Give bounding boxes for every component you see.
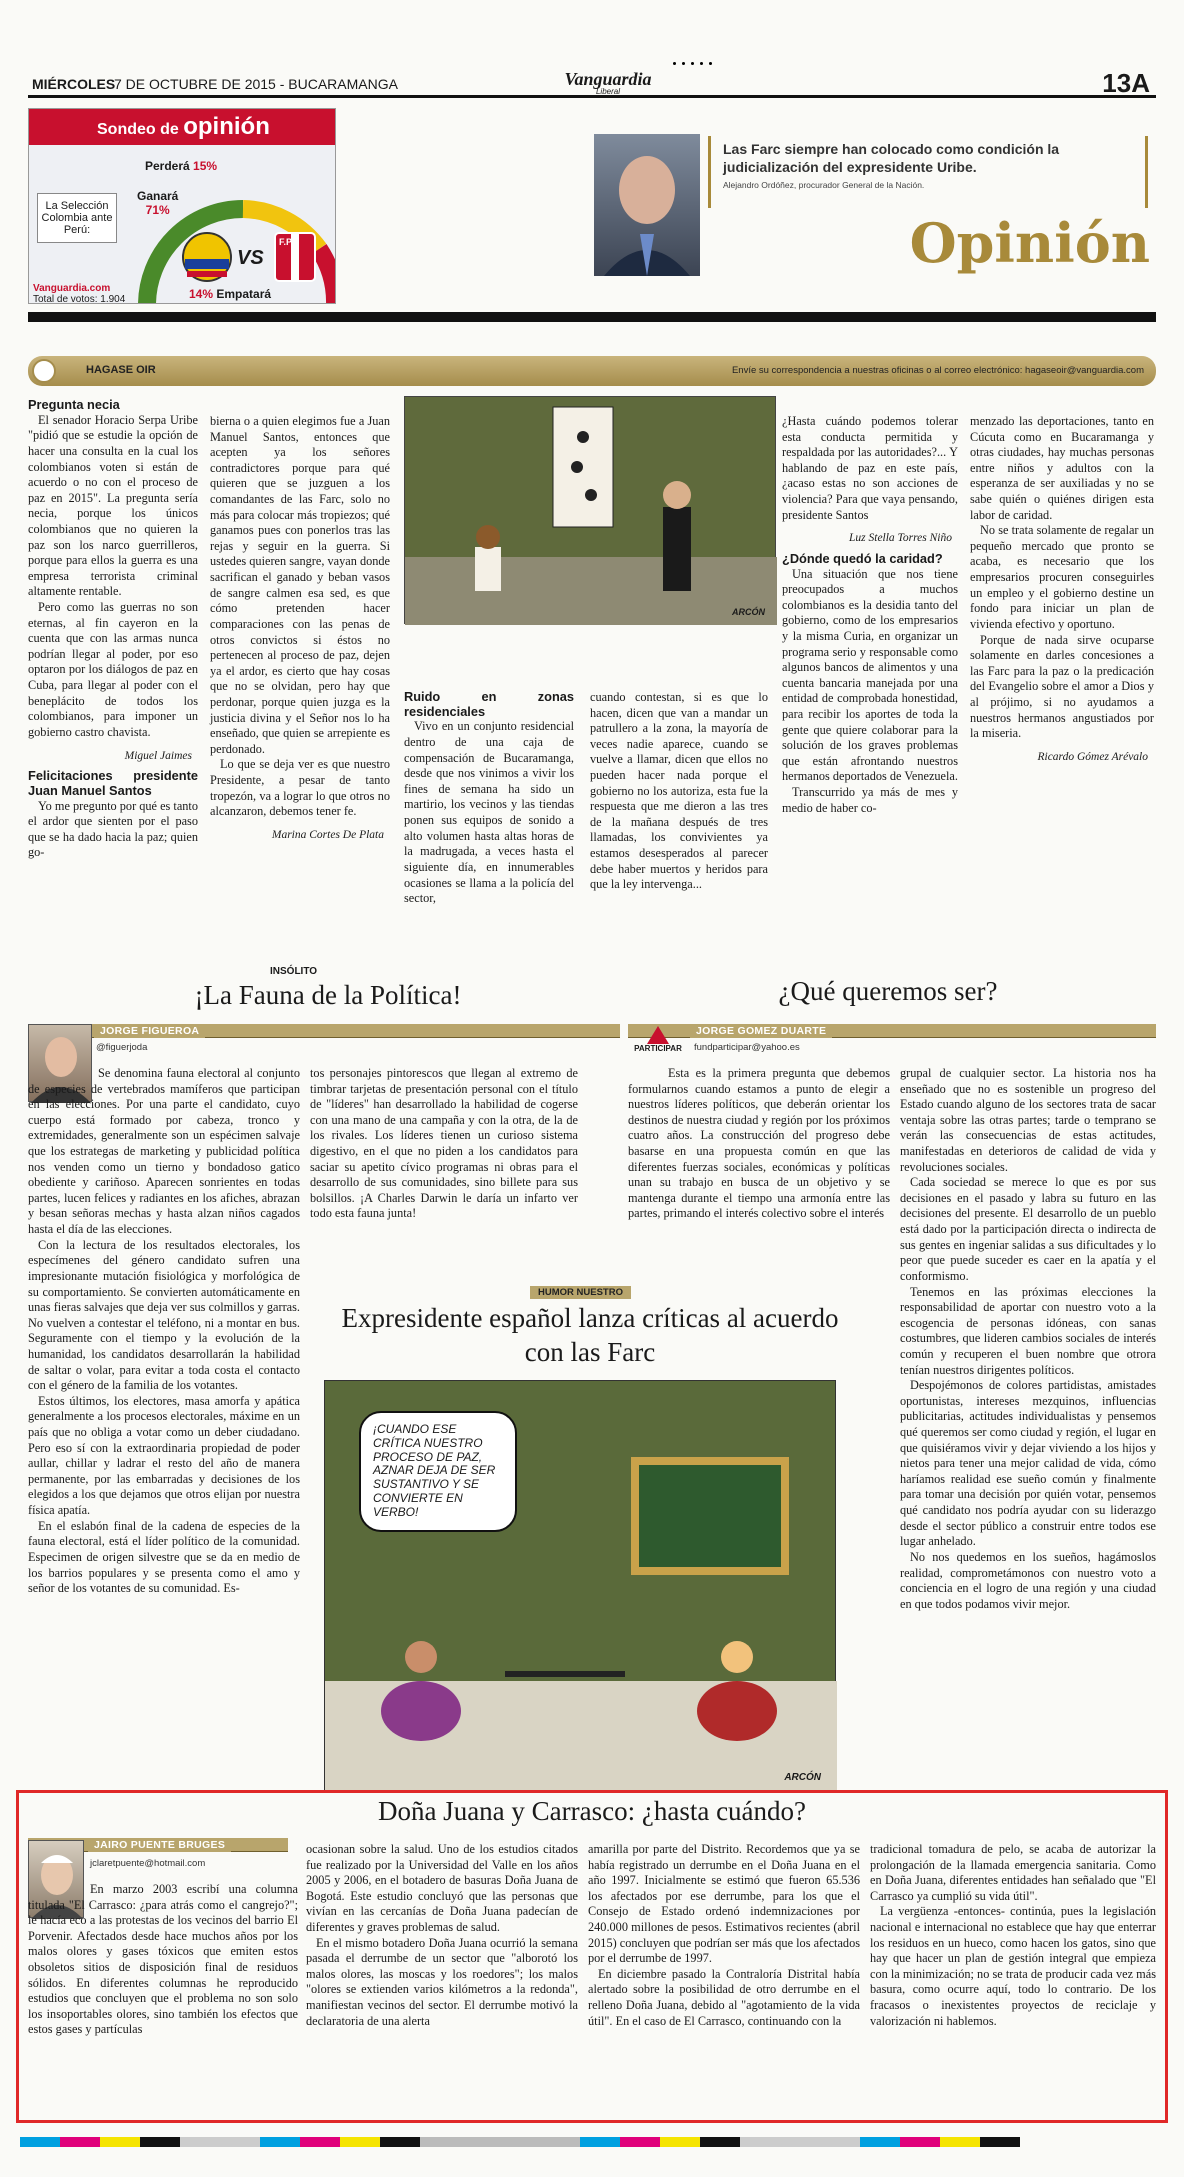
letter-paragraph: bierna o a quien elegimos fue a Juan Manuel Santos, entonces que acepten ya los señores contradictores porque para qué quieren que se juzguen a los comandantes de las Farc, solo no más para colocar más tropiezos; qué ganamos pues con ponerlos tras las rejas y seguir en la guerra. Si ustedes quieren sangre, vayan donde sacrifican el ganado y beban vasos de sangre calmen esa sed, es que cómo pretenden hacer comparaciones con las penas de otros convictos si éstos no pertenecen al proceso de paz, dejen ya el ardor, es cierto que hay cosas que no se olvidan, pero hay que perdonar, porque quien juzga es la justicia divina y el Señor nos lo ha enseñado, que quien se arrepiente es perdonado. — [210, 414, 390, 756]
speech-bubble: ¡CUANDO ESE CRÍTICA NUESTRO PROCESO DE PAZ, AZNAR DEJA DE SER SUSTANTIVO Y SE CONVIERTE EN VERBO! — [359, 1411, 517, 1532]
letter-paragraph: Vivo en un conjunto residencial dentro de una caja de compensación de Bucaramanga, desde que nos vinimos a vivir los fines de semana ha sido un martirio, los vecinos y las tiendas ponen sus equipos de sonido a alto volumen hasta altas horas de la madrugada, a veces hasta el siguiente día, en innumerables ocasiones se llama a la policía del sector, — [404, 719, 574, 906]
quote-portrait — [594, 134, 700, 276]
article1-col-2 — [310, 1066, 578, 1256]
letter-paragraph: Porque de nada sirve ocuparse solamente en darles concesiones a las Farc para la paz o la predicación del Evangelio sobre el amor a Dios y al prójimo, si no ayudamos a nuestros hermanos angustiados por la miseria. — [970, 632, 1154, 741]
article1-kicker: INSÓLITO — [270, 966, 318, 977]
hagase-contact: Envíe su correspondencia a nuestras oficinas o al correo electrónico: hagaseoir@vanguardia.com — [731, 365, 1144, 376]
article-paragraph: En marzo 2003 escribí una columna titulada "El Carrasco: ¿para atrás como el cangrejo?"; le hacía eco a las protestas de los vecinos del barrio El Porvenir. Afectados desde hace muchos años por los malos olores y gases tóxicos que emiten estos obsoletos sitios de disposición final de residuos sólidos. En diferentes columnas he reproducido estudios que concluyen que el problema no son solo los insoportables olores, sino también los efectos que estos gases y partículas — [28, 1882, 298, 2037]
article2-headline: ¿Qué queremos ser? — [778, 976, 998, 1006]
poll-win — [137, 189, 178, 217]
article-paragraph: Se denomina fauna electoral al conjunto de especies de vertebrados mamíferos que participan en las elecciones. Por una parte el candidato, cuyo cuerpo está formado por cabeza, tronco y extremidades, generalmente son un espécimen salvaje que los estrategas de marketing y publicidad política nos venden como un tierno y bondadoso gatico obediente y cariñoso. Aparecen sonrientes en todas partes, lucen felices y radiantes en los afiches, abrazan y besan señoras mechas y hasta alzan niños cagados hasta el día de las elecciones. — [28, 1066, 300, 1237]
letter-heading: Ruido en zonas residenciales — [404, 689, 574, 719]
poll-title-small: Sondeo de — [97, 121, 179, 138]
letter-paragraph: cuando contestan, si es que lo hacen, dicen que van a mandar un patrullero a la zona, la mayoría de veces nadie aparece, cuando se vuelve a llamar, dicen que ellos no pueden hacer nada porque el gobierno no los autoriza, esta fue la respuesta que me dieron a las tres de la mañana después de tres llamadas, los convivientes ya estamos desesperados al parecer debe haber muertos y heridos para que la ley intervenga... — [590, 690, 768, 892]
participar-star-icon — [647, 1026, 669, 1044]
article-paragraph: No nos quedemos en los sueños, hagámoslos realidad, comprometámonos con nuestro voto a conciencia en el logro de una región y una ciudad en que todos podamos vivir mejor. — [900, 1549, 1156, 1611]
header-date: 7 DE OCTUBRE DE 2015 - BUCARAMANGA — [114, 76, 398, 92]
article3-col-1 — [28, 1882, 298, 2118]
poll-gauge — [29, 109, 336, 304]
article1-handle: @figuerjoda — [96, 1042, 148, 1053]
section-title: Opinión — [909, 211, 1150, 275]
masthead-name: Vanguardia — [564, 69, 652, 89]
section-rule — [28, 312, 1156, 322]
letters-cartoon — [404, 396, 776, 624]
poll-lose — [145, 159, 217, 173]
letters-col-2 — [210, 414, 390, 954]
article-paragraph: amarilla por parte del Distrito. Recordemos que ya se había registrado un derrumbe en el Doña Juana en el año 1997. Inicialmente se estimó que fueron 65.536 los afectados por ese derrumbe, para los que el Consejo de Estado ordenó indemnizaciones por 240.000 millones de pesos. Estimativos recientes (abril 2015) concluyen que podrían ser más que los afectados por el derrumbe de 1997. — [588, 1842, 860, 1966]
article1-headline: ¡La Fauna de la Política! — [194, 980, 462, 1010]
letters-col-5 — [782, 414, 958, 954]
quote-attribution: Alejandro Ordóñez, procurador General de la Nación. — [723, 180, 925, 191]
article-paragraph: La vergüenza -entonces- continúa, pues la legislación nacional e internacional no establece que hay que enterrar los residuos en un hueco, como hacen los gatos, sino que hay que hacer un plan de gestión integral que empieza con la minimización; no se trata de producir cada vez más basura, como ocurre aquí, todo lo contrario. De los fracasos o inexistentes proyectos de reciclaje y valorización ni hablemos. — [870, 1904, 1156, 2028]
page-header — [28, 70, 1156, 98]
letter-heading: ¿Dónde quedó la caridad? — [782, 550, 943, 566]
article-paragraph: tos personajes pintorescos que llegan al extremo de timbrar tarjetas de presentación personal con el título de "líderes" han desarrollado la habilidad de cogerse con una mano de una campaña y con la otra, de la de los rivales. Los líderes tienen un curioso sistema digestivo, en el que no piden a los candidatos para saciar su apetito cívico programas ni obras para el desarrollo de sus comunidades, sino billete para sus bolsillos. ¡A Charles Darwin le daría un infarto ver todo esta fauna junta! — [310, 1066, 578, 1221]
poll-tie-label: Empatará — [216, 287, 272, 301]
cartoon-drawing — [405, 397, 777, 625]
portrait-figure — [594, 134, 700, 276]
poll-tie — [189, 287, 271, 301]
article2-col-2 — [900, 1066, 1156, 1792]
article1-col-1 — [28, 1066, 300, 1792]
humor-cartoon — [324, 1380, 836, 1790]
poll-win-label: Ganará — [137, 189, 179, 203]
participar-logo-text: PARTICIPAR — [634, 1044, 682, 1053]
letter-paragraph: Una situación que nos tiene preocupados a muchos colombianos es la desidia tanto del gobierno, como de los empresarios y la misma Curia, en organizar un programa serio y responsable como algunos bancos de alimentos y una cuenta bancaria manejada por una entidad de comprobada honestidad, para recibir los aportes de toda la gente que quiere colaborar para la solución de los graves problemas que están afrontando nuestros hermanos deportados de Venezuela. — [782, 566, 958, 784]
letter-signature: Ricardo Gómez Arévalo — [1037, 750, 1148, 763]
article-paragraph: Despojémonos de colores partidistas, amistades oportunistas, intereses mezquinos, influencias publicitarias, actitudes individualistas y pensemos qué queremos ser como ciudad y región, el lugar en que quisiéramos vivir y dejar viviendo a los hijos y nietos para tener una mejor calidad de vida, cómo haríamos realidad ese sueño común y finalmente para tomar una decisión por quién votar, pensemos qué candidato nos podría ayudar con su liderazgo desde el sector público a construir entre todos ese lugar anhelado. — [900, 1378, 1156, 1549]
article1-author: JORGE FIGUEROA — [94, 1024, 205, 1038]
article-paragraph: tradicional tomadura de pelo, se acaba de autorizar la prolongación de la llamada emergencia sanitaria. Como en Doña Juana, diferentes entidades han señalado que "El Carrasco ya cumplió su vida útil". — [870, 1842, 1156, 1903]
featured-quote — [708, 136, 1148, 208]
humor-headline: Expresidente español lanza críticas al acuerdo con las Farc — [341, 1303, 839, 1367]
letter-paragraph: El senador Horacio Serpa Uribe "pidió que se estudie la opción de hacer una consulta en la cual los colombianos voten si están de acuerdo o no con el proceso de paz en 2015". La pregunta sería necia, porque los únicos colombianos que no quieren la paz son los narco guerrilleros, porque para ellos la guerra es una empresa terrorista criminal altamente rentable. — [28, 412, 198, 599]
letter-paragraph: ¿Hasta cuándo podemos tolerar esta conducta permitida y respaldada por las autoridades?... Y hablando de paz en este país, ¿acaso estas no son acciones de violencia? Para que vaya pensando, presidente Santos — [782, 414, 958, 522]
article3-col-2 — [306, 1842, 578, 2118]
letters-col-3 — [404, 690, 574, 954]
article3-headline: Doña Juana y Carrasco: ¿hasta cuándo? — [377, 1796, 807, 1826]
header-day: MIÉRCOLES — [32, 76, 116, 92]
letter-heading: Pregunta necia — [28, 397, 120, 412]
poll-site-name: Vanguardia.com — [33, 283, 111, 294]
poll-lose-label: Perderá — [145, 159, 190, 173]
masthead-logo — [558, 70, 658, 96]
poll-win-pct: 71% — [145, 203, 170, 217]
letter-paragraph: No se trata solamente de regalar un pequeño mercado que pronto se acaba, es necesario que los empresarios procuren conseguirles un empleo y el gobierno destine un fondo para iniciar un plan de vivienda efectivo y oportuno. — [970, 523, 1154, 631]
letters-col-6 — [970, 414, 1154, 954]
poll-question: La Selección Colombia ante Perú: — [37, 193, 117, 243]
article3-col-4 — [870, 1842, 1156, 2118]
article-paragraph: grupal de cualquier sector. La historia nos ha enseñado que no es sostenible un progreso del Estado cuando alguno de los sectores trata de sacar ventaja sobre las otras partes; tarde o temprano se verán las consecuencias de estas actitudes, manifestadas en deterioros de calidad de vida y revoluciones sociales. — [900, 1066, 1156, 1174]
letter-heading: Felicitaciones presidente Juan Manuel Santos — [28, 768, 198, 798]
poll-tie-pct: 14% — [189, 287, 214, 301]
article2-email: fundparticipar@yahoo.es — [694, 1042, 800, 1053]
article2-author: JORGE GOMEZ DUARTE — [690, 1024, 832, 1038]
poll-box — [28, 108, 336, 304]
poll-site — [33, 283, 125, 304]
article-paragraph: Esta es la primera pregunta que debemos formularnos cuando estamos a punto de elegir a nuestros líderes políticos, que deberán orientar los destinos de nuestra ciudad y región por los próximos cuatro años. La construcción del progreso debe basarse en una propuesta común en que las diferentes fuerzas sociales, económicas y políticas unan su trabajo en busca de un objetivo y se mantenga durante el tiempo una armonía entre las partes, primando el interés colectivo sobre el interés — [628, 1066, 890, 1221]
humor-signature: ARCÓN — [784, 1772, 821, 1783]
article-paragraph: Estos últimos, los electores, masa amorfa y apática generalmente a los procesos electorales, máxime en un país que no obliga a votar como un deber ciudadano. Pero eso sí con la extraordinaria propiedad de poder aullar, chillar y ladrar el resto del año de manera permanente, por las embarradas y decisiones de los elegidos a los que dejamos que otros elijan por nuestra física apatía. — [28, 1393, 300, 1518]
poll-vs: VS — [237, 247, 264, 269]
letter-signature: Miguel Jaimes — [124, 749, 192, 762]
article-paragraph: En el mismo botadero Doña Juana ocurrió la semana pasada el derrumbe de un sector que "alborotó los malos olores, las moscas y los roedores"; los malos "olores se extienden varios kilómetros a la redonda", manifiestan vecinos del sector. El derrumbe motivó la declaratoria de una alerta — [306, 1935, 578, 2028]
poll-title-big: opinión — [183, 113, 270, 140]
masthead-sub: Liberal — [595, 87, 620, 96]
letters-col-4 — [590, 690, 768, 954]
article2-col-1 — [628, 1066, 890, 1276]
article3-col-3 — [588, 1842, 860, 2118]
cartoon-signature: ARCÓN — [732, 607, 765, 617]
letter-paragraph: Lo que se deja ver es que nuestro Presidente, a pesar de tanto tropezón, va a lograr lo que otros no alcanzaron, debemos tener fe. — [210, 757, 390, 819]
hagase-label: HAGASE OIR — [86, 364, 156, 376]
speaker-icon — [32, 359, 56, 383]
letter-signature: Luz Stella Torres Niño — [849, 532, 952, 545]
top-registration-marks — [670, 52, 715, 70]
letter-paragraph: Yo me pregunto por qué es tanto el ardor que sienten por el paso que se ha dado hacia la paz; quien go- — [28, 798, 198, 860]
article3-author: JAIRO PUENTE BRUGES — [88, 1838, 231, 1852]
article-paragraph: ocasionan sobre la salud. Uno de los estudios citados fue realizado por la Universidad del Valle en los años 2005 y 2006, en el botadero de basuras Doña Juana de Bogotá. Este estudio concluyó que las personas que vivían en las cercanías de Doña Juana padecían de diferentes y graves problemas de salud. — [306, 1842, 578, 1935]
page-number: 13A — [1102, 68, 1150, 98]
color-registration-bar — [20, 2134, 1164, 2146]
hagase-band — [28, 356, 1156, 386]
article-paragraph: Tenemos en las próximas elecciones la responsabilidad de aportar con nuestro voto a la escogencia de personas idóneas, con sanas costumbres, que lideren cambios sociales de interés común y recuperen el buen nombre que otrora tenían nuestros dirigentes políticos. — [900, 1284, 1156, 1377]
quote-text: Las Farc siempre han colocado como condición la judicialización del expresidente Uribe. — [723, 141, 1060, 176]
letter-paragraph: menzado las deportaciones, tanto en Cúcuta como en Bucaramanga y otras ciudades, hay muchas personas entre niños y adultos con la esperanza de ser auxiliadas y no se sabe quién o quiénes dirigen esta labor de caridad. — [970, 414, 1154, 522]
article-paragraph: En diciembre pasado la Contraloría Distrital había alertado sobre la posibilidad de otro derrumbe en el relleno Doña Juana, debido al "agotamiento de la vida útil". En el caso de El Carrasco, continuando con la — [588, 1966, 860, 2028]
humor-kicker: HUMOR NUESTRO — [530, 1286, 631, 1299]
article3-email: jclaretpuente@hotmail.com — [90, 1858, 206, 1869]
article-paragraph: Con la lectura de los resultados electorales, los especímenes del género candidato sufren una impresionante mutación fisiológica y morfológica de su comportamiento. Se convierten automáticamente en unas fieras salvajes que deja ver sus colmillos y garras. No vuelven a contestar el teléfono, ni a montar en bus. Seguramente con el tiempo y la evolución de la humanidad, los candidatos desarrollarán la habilidad de saltar o volar, para evitar a toda costa el contacto con el género de la familia de los votantes. — [28, 1237, 300, 1393]
poll-lose-pct: 15% — [193, 159, 218, 173]
participar-logo — [630, 1024, 686, 1068]
article-paragraph: Cada sociedad se merece lo que es por sus decisiones en el pasado y labra su futuro en las decisiones del presente. El desarrollo de un pueblo está dado por la participación directa o indirecta de sus gentes en ingeniar salidas a sus dificultades y lo peor que puede suceder es caer en la apatía y el conformismo. — [900, 1175, 1156, 1283]
poll-team-badge: F.P.F — [279, 237, 299, 247]
letter-paragraph: Transcurrido ya más de mes y medio de haber co- — [782, 785, 958, 815]
poll-total-votes: Total de votos: 1.904 — [33, 294, 126, 304]
letters-col-1 — [28, 392, 198, 950]
article-paragraph: En el eslabón final de la cadena de especies de la fauna electoral, está el líder político de la comunidad. Especimen de origen silvestre que se da en medio de los barrios populares y se presenta como el amo y señor de los votantes de su comunidad. Es- — [28, 1518, 300, 1596]
letter-paragraph: Pero como las guerras no son eternas, al fin cayeron en la cuenta que con las armas nunca podrían llegar al poder, por eso optaron por los diálogos de paz en Cuba, para llegar al poder con el beneplácito de todos los colombianos, para imponer un gobierno castro chavista. — [28, 600, 198, 739]
letter-signature: Marina Cortes De Plata — [271, 828, 384, 841]
